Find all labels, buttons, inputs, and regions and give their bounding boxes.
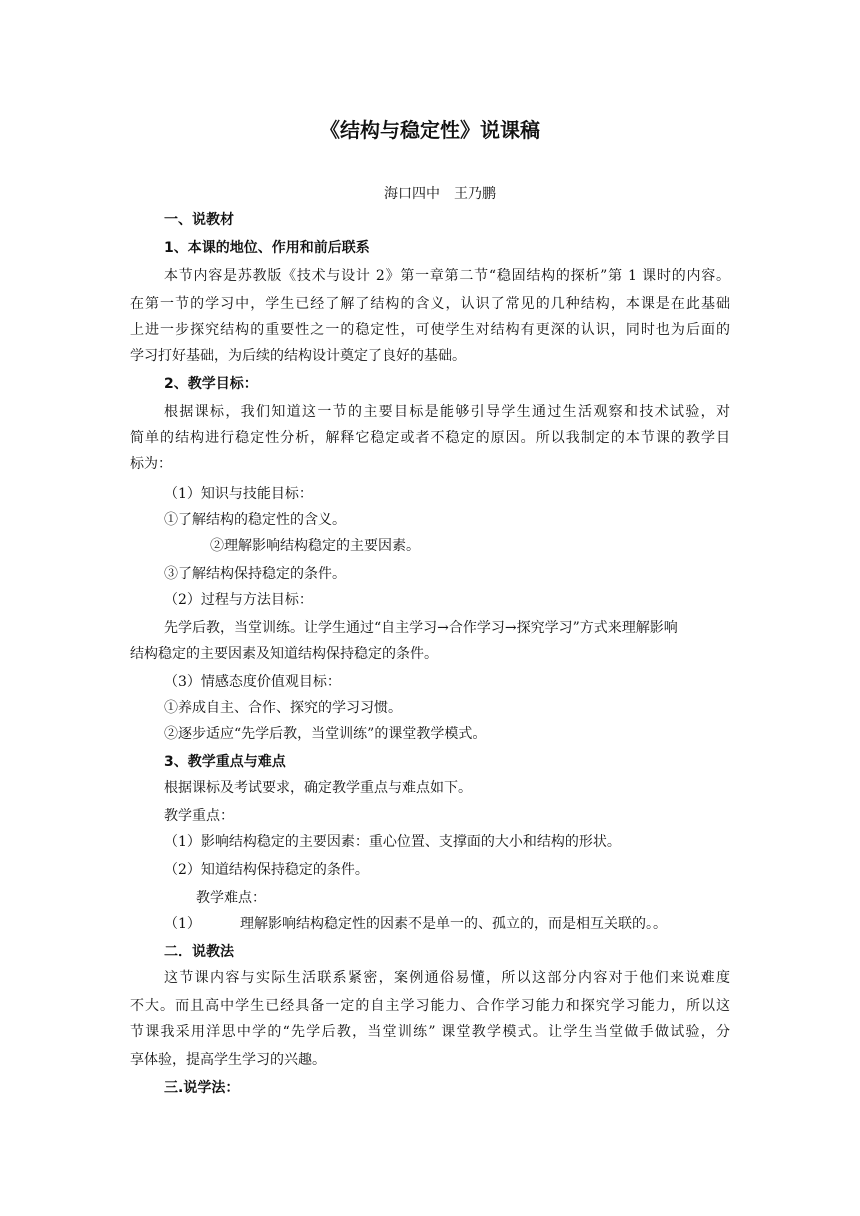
goal-3-item: ①养成自主、合作、探究的学习习惯。 xyxy=(164,700,402,716)
paragraph-line: 根据课标，我们知道这一节的主要目标是能够引导学生通过生活观察和技术试验，对 xyxy=(164,404,730,420)
section-1-heading: 一、说教材 xyxy=(164,212,234,228)
paragraph-line: 本节内容是苏教版《技术与设计 2》第一章第二节“稳固结构的探析”第 1 课时的内容。 xyxy=(164,268,730,284)
section-2-heading: 二．说教法 xyxy=(164,944,234,960)
paragraph-line: 结构稳定的主要因素及知道结构保持稳定的条件。 xyxy=(130,646,438,662)
difficulty-item-number: （1） xyxy=(164,916,201,932)
paragraph-line: 上进一步探究结构的重要性之一的稳定性，可使学生对结构有更深的认识，同时也为后面的 xyxy=(130,322,730,338)
goal-2-heading: （2）过程与方法目标： xyxy=(164,592,313,608)
paragraph-line: 根据课标及考试要求，确定教学重点与难点如下。 xyxy=(164,780,472,796)
author-line: 海口四中 王乃鹏 xyxy=(384,186,496,202)
paragraph-line: 标为： xyxy=(130,456,172,472)
section-1-2-heading: 2、教学目标： xyxy=(164,376,258,392)
goal-3-item: ②逐步适应“先学后教，当堂训练”的课堂教学模式。 xyxy=(164,726,487,742)
difficulty-heading: 教学难点： xyxy=(196,890,266,906)
paragraph-line: 这节课内容与实际生活联系紧密，案例通俗易懂，所以这部分内容对于他们来说难度 xyxy=(164,970,730,986)
paragraph-line: 简单的结构进行稳定性分析，解释它稳定或者不稳定的原因。所以我制定的本节课的教学目 xyxy=(130,430,730,446)
difficulty-item: 理解影响结构稳定性的因素不是单一的、孤立的，而是相互关联的。。 xyxy=(240,916,667,932)
goal-1-item: ③了解结构保持稳定的条件。 xyxy=(164,566,346,582)
goal-3-heading: （3）情感态度价值观目标： xyxy=(164,674,341,690)
paragraph-line: 节课我采用洋思中学的“先学后教，当堂训练” 课堂教学模式。让学生当堂做手做试验，分 xyxy=(130,1024,730,1040)
key-points-heading: 教学重点： xyxy=(164,808,234,824)
section-1-3-heading: 3、教学重点与难点 xyxy=(164,754,286,770)
paragraph-line: 在第一节的学习中，学生已经了解了结构的含义，认识了常见的几种结构，本课是在此基础 xyxy=(130,296,730,312)
key-point-item: （2）知道结构保持稳定的条件。 xyxy=(164,862,369,878)
paragraph-line: 不大。而且高中学生已经具备一定的自主学习能力、合作学习能力和探究学习能力，所以这 xyxy=(130,998,730,1014)
goal-1-heading: （1）知识与技能目标： xyxy=(164,486,313,502)
goal-1-item: ②理解影响结构稳定的主要因素。 xyxy=(210,538,420,554)
section-1-1-heading: 1、本课的地位、作用和前后联系 xyxy=(164,240,370,256)
document-title: 《结构与稳定性》说课稿 xyxy=(320,118,540,142)
paragraph-line: 先学后教，当堂训练。让学生通过“自主学习→合作学习→探究学习”方式来理解影响 xyxy=(164,620,678,636)
goal-1-item: ①了解结构的稳定性的含义。 xyxy=(164,512,346,528)
paragraph-line: 学习打好基础，为后续的结构设计奠定了良好的基础。 xyxy=(130,348,466,364)
paragraph-line: 享体验，提高学生学习的兴趣。 xyxy=(130,1052,326,1068)
section-3-heading: 三.说学法： xyxy=(164,1080,240,1096)
key-point-item: （1）影响结构稳定的主要因素：重心位置、支撑面的大小和结构的形状。 xyxy=(164,834,621,850)
